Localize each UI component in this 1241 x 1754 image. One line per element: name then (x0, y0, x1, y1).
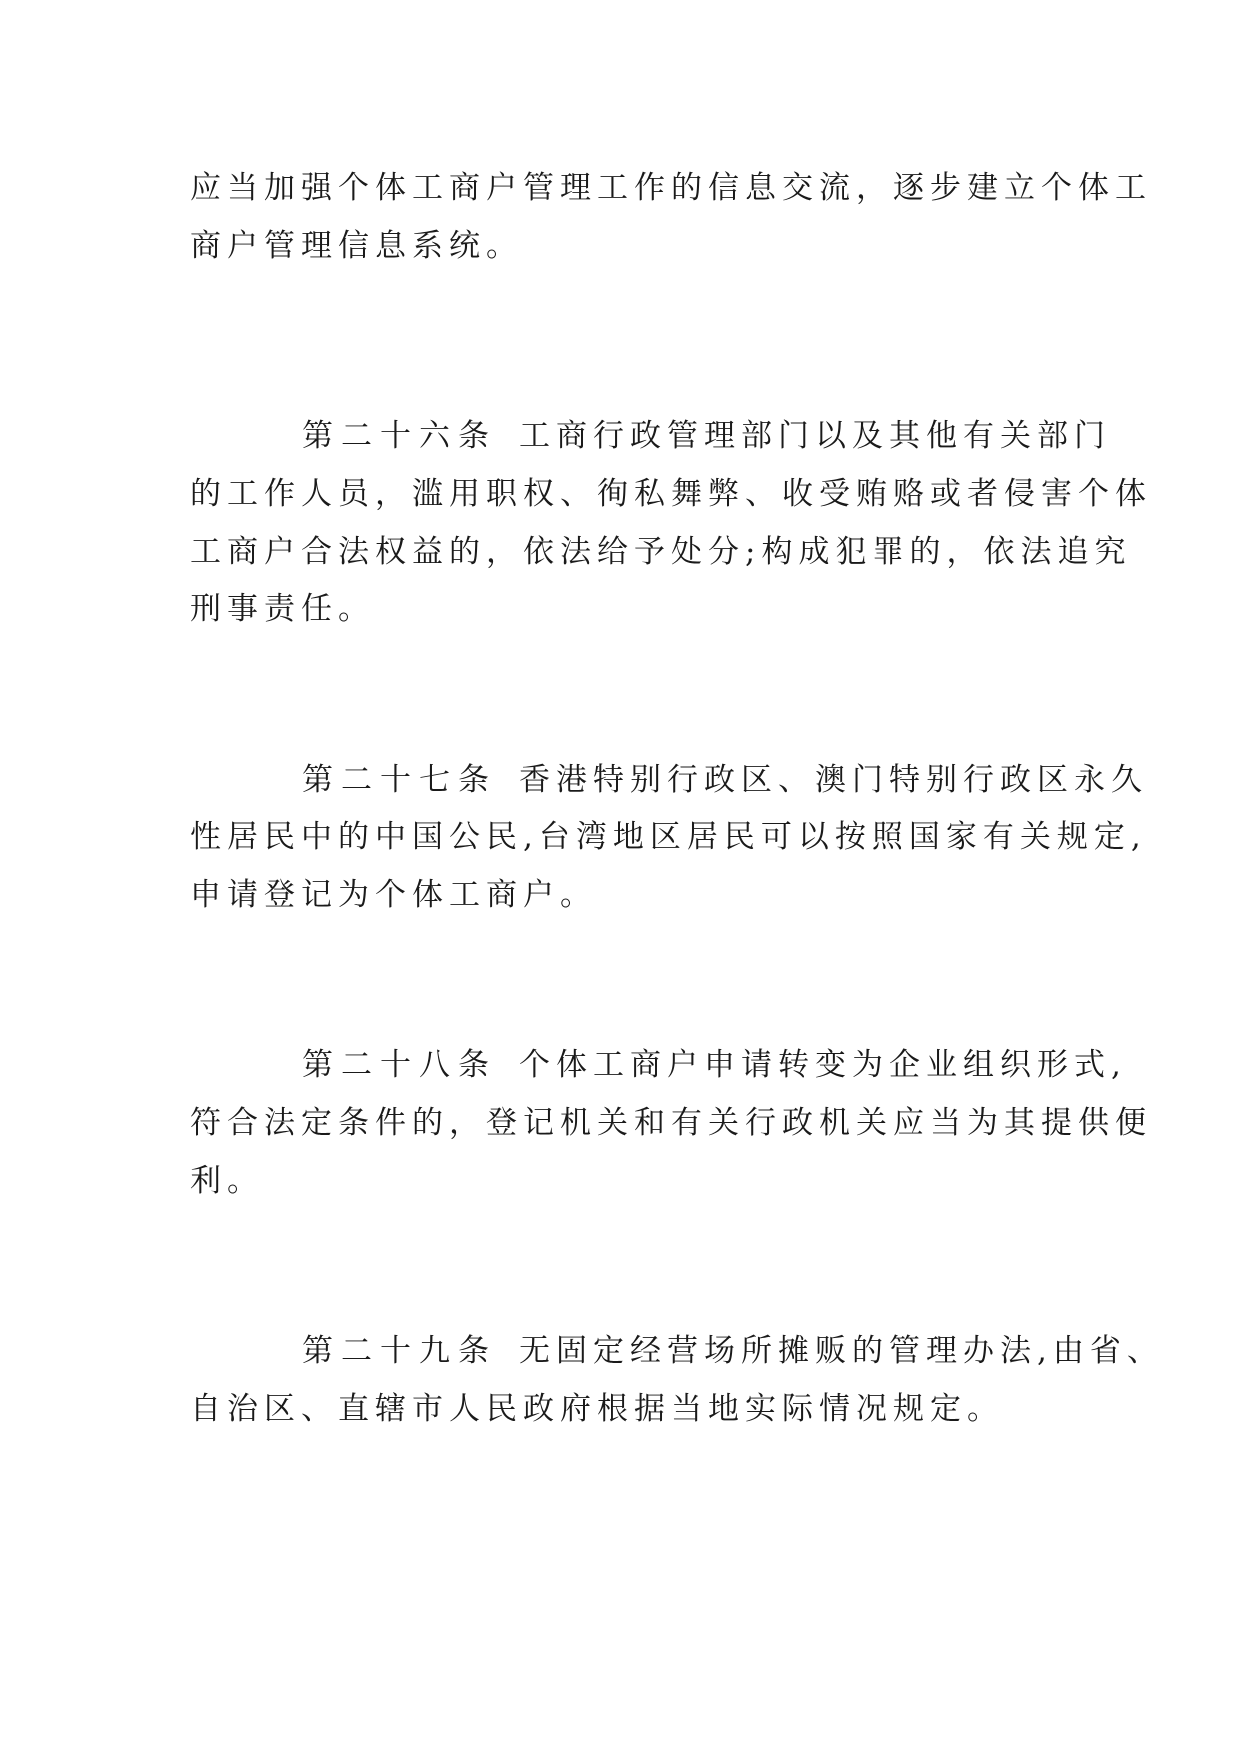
article-27-label: 第二十七条 (302, 762, 497, 798)
article-26-label: 第二十六条 (302, 418, 497, 454)
paragraph-line: 应当加强个体工商户管理工作的信息交流，逐步建立个体工 (190, 170, 1152, 206)
paragraph-line: 性居民中的中国公民,台湾地区居民可以按照国家有关规定, (190, 819, 1147, 855)
paragraph-line: 符合法定条件的，登记机关和有关行政机关应当为其提供便 (190, 1105, 1152, 1141)
article-26-text: 工商行政管理部门以及其他有关部门 (519, 418, 1111, 454)
article-28-label: 第二十八条 (302, 1047, 497, 1083)
paragraph-line: 的工作人员，滥用职权、徇私舞弊、收受贿赂或者侵害个体 (190, 476, 1152, 512)
paragraph-line: 自治区、直辖市人民政府根据当地实际情况规定。 (190, 1391, 1004, 1427)
paragraph-line: 申请登记为个体工商户。 (190, 877, 597, 913)
article-29-label: 第二十九条 (302, 1333, 497, 1369)
paragraph-line: 利。 (190, 1163, 264, 1199)
article-29-text: 无固定经营场所摊贩的管理办法,由省、 (519, 1333, 1164, 1369)
article-28-first-line (302, 1045, 1127, 1085)
article-27-first-line (302, 760, 1148, 800)
article-29-first-line (302, 1331, 1164, 1371)
paragraph-line: 商户管理信息系统。 (190, 228, 523, 264)
paragraph-line: 刑事责任。 (190, 591, 375, 627)
paragraph-line: 工商户合法权益的，依法给予处分;构成犯罪的，依法追究 (190, 534, 1132, 570)
article-27-text: 香港特别行政区、澳门特别行政区永久 (519, 762, 1148, 798)
article-28-text: 个体工商户申请转变为企业组织形式, (519, 1047, 1127, 1083)
article-26-first-line (302, 416, 1111, 456)
